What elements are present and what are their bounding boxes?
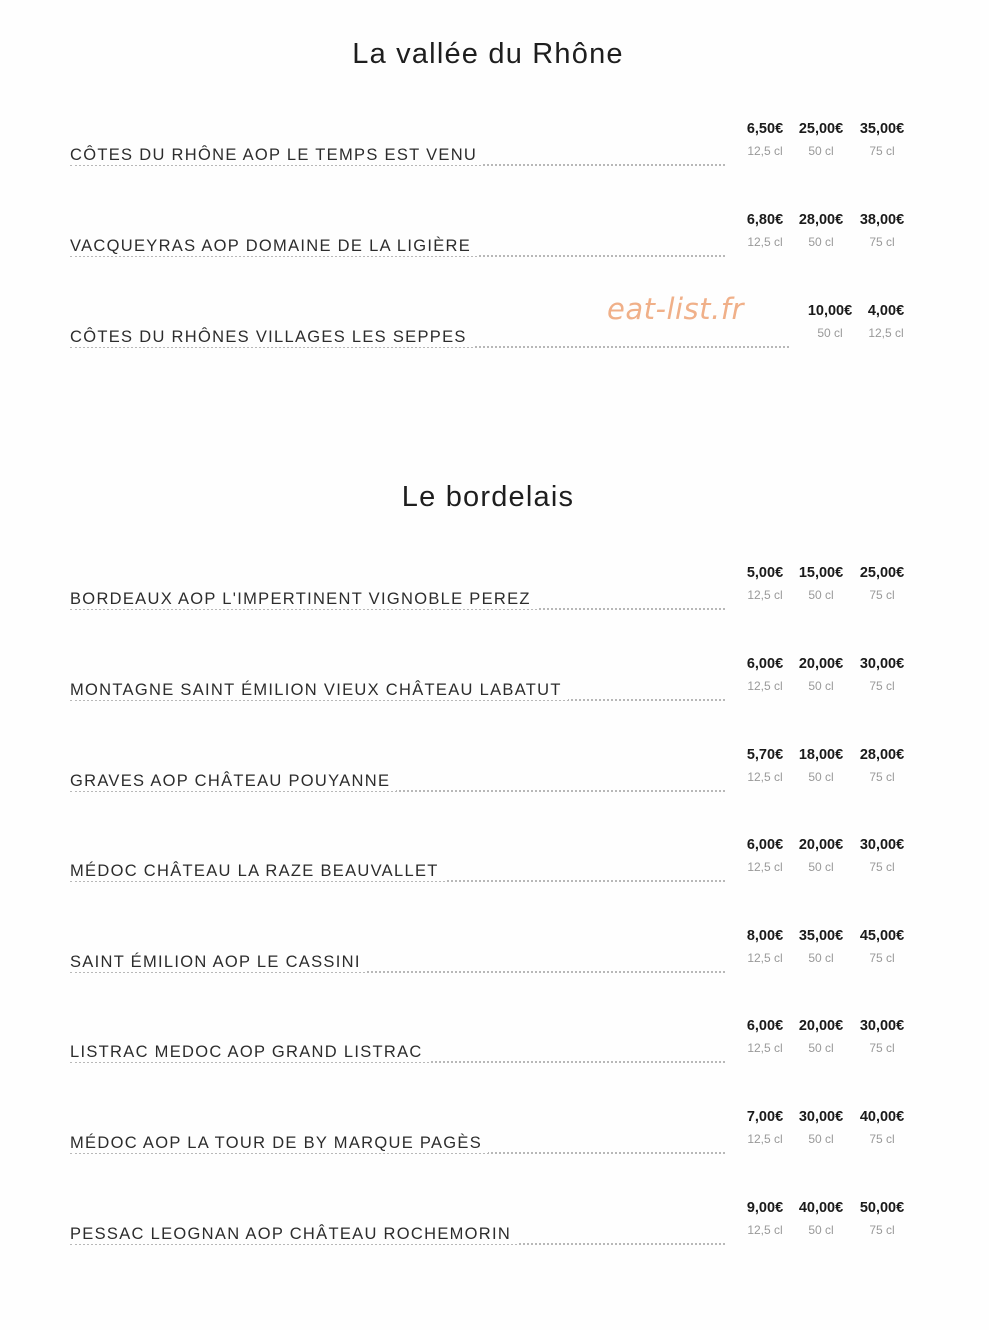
- price: 50,00€: [859, 1200, 905, 1216]
- price: 30,00€: [798, 1109, 844, 1125]
- price: 35,00€: [798, 928, 844, 944]
- volume: 12,5 cl: [747, 860, 783, 874]
- volume: 50 cl: [808, 588, 834, 602]
- price: 15,00€: [798, 565, 844, 581]
- price: 6,00€: [746, 837, 784, 853]
- price: 6,00€: [746, 656, 784, 672]
- volume: 75 cl: [869, 144, 895, 158]
- price: 20,00€: [798, 837, 844, 853]
- wine-name: LISTRAC MEDOC AOP GRAND LISTRAC: [70, 1043, 429, 1062]
- price: 18,00€: [798, 747, 844, 763]
- price: 4,00€: [867, 303, 905, 319]
- volume: 75 cl: [869, 588, 895, 602]
- menu-item: [70, 746, 920, 806]
- volume: 75 cl: [869, 679, 895, 693]
- price: 20,00€: [798, 656, 844, 672]
- menu-item: [70, 120, 920, 180]
- volume: 75 cl: [869, 235, 895, 249]
- wine-name: BORDEAUX AOP L'IMPERTINENT VIGNOBLE PEREZ: [70, 590, 537, 609]
- volume: 50 cl: [808, 770, 834, 784]
- volume: 12,5 cl: [747, 679, 783, 693]
- volume: 50 cl: [808, 951, 834, 965]
- volume: 50 cl: [808, 1132, 834, 1146]
- wine-name: CÔTES DU RHÔNES VILLAGES LES SEPPES: [70, 328, 473, 347]
- wine-name: MONTAGNE SAINT ÉMILION VIEUX CHÂTEAU LABATUT: [70, 681, 568, 700]
- price: 20,00€: [798, 1018, 844, 1034]
- volume: 12,5 cl: [747, 951, 783, 965]
- price: 25,00€: [859, 565, 905, 581]
- price: 7,00€: [746, 1109, 784, 1125]
- wine-name: GRAVES AOP CHÂTEAU POUYANNE: [70, 772, 396, 791]
- volume: 75 cl: [869, 1041, 895, 1055]
- wine-name: MÉDOC CHÂTEAU LA RAZE BEAUVALLET: [70, 862, 445, 881]
- wine-name: VACQUEYRAS AOP DOMAINE DE LA LIGIÈRE: [70, 237, 477, 256]
- price: 30,00€: [859, 1018, 905, 1034]
- menu-item: [70, 836, 920, 896]
- volume: 50 cl: [808, 679, 834, 693]
- menu-item: [70, 564, 920, 624]
- menu-item: [70, 1017, 920, 1077]
- volume: 75 cl: [869, 1223, 895, 1237]
- wine-name: MÉDOC AOP LA TOUR DE BY MARQUE PAGÈS: [70, 1134, 488, 1153]
- price: 30,00€: [859, 656, 905, 672]
- price: 40,00€: [798, 1200, 844, 1216]
- volume: 75 cl: [869, 1132, 895, 1146]
- menu-item: [70, 1108, 920, 1168]
- volume: 50 cl: [808, 144, 834, 158]
- price: 10,00€: [807, 303, 853, 319]
- volume: 12,5 cl: [747, 1041, 783, 1055]
- volume: 12,5 cl: [747, 1132, 783, 1146]
- price: 5,00€: [746, 565, 784, 581]
- volume: 12,5 cl: [747, 235, 783, 249]
- price: 6,50€: [746, 121, 784, 137]
- price: 9,00€: [746, 1200, 784, 1216]
- volume: 50 cl: [808, 1223, 834, 1237]
- price: 28,00€: [798, 212, 844, 228]
- volume: 12,5 cl: [747, 588, 783, 602]
- price: 6,80€: [746, 212, 784, 228]
- menu-item: [70, 302, 920, 362]
- menu-item: [70, 927, 920, 987]
- volume: 75 cl: [869, 860, 895, 874]
- price: 38,00€: [859, 212, 905, 228]
- volume: 75 cl: [869, 770, 895, 784]
- volume: 12,5 cl: [868, 326, 904, 340]
- volume: 50 cl: [817, 326, 843, 340]
- menu-item: [70, 1199, 920, 1259]
- price: 35,00€: [859, 121, 905, 137]
- volume: 12,5 cl: [747, 770, 783, 784]
- section-title-bordelais: Le bordelais: [401, 481, 575, 513]
- price: 5,70€: [746, 747, 784, 763]
- volume: 12,5 cl: [747, 1223, 783, 1237]
- price: 28,00€: [859, 747, 905, 763]
- price: 30,00€: [859, 837, 905, 853]
- volume: 75 cl: [869, 951, 895, 965]
- volume: 50 cl: [808, 1041, 834, 1055]
- section-title-rhone: La vallée du Rhône: [352, 38, 624, 70]
- volume: 12,5 cl: [747, 144, 783, 158]
- price: 40,00€: [859, 1109, 905, 1125]
- volume: 50 cl: [808, 860, 834, 874]
- menu-item: [70, 655, 920, 715]
- menu-item: [70, 211, 920, 271]
- price: 8,00€: [746, 928, 784, 944]
- volume: 50 cl: [808, 235, 834, 249]
- wine-name: PESSAC LEOGNAN AOP CHÂTEAU ROCHEMORIN: [70, 1225, 517, 1244]
- wine-name: CÔTES DU RHÔNE AOP LE TEMPS EST VENU: [70, 146, 483, 165]
- wine-name: SAINT ÉMILION AOP LE CASSINI: [70, 953, 367, 972]
- price: 45,00€: [859, 928, 905, 944]
- price: 6,00€: [746, 1018, 784, 1034]
- price: 25,00€: [798, 121, 844, 137]
- watermark-logo: eat-list.fr: [607, 292, 744, 326]
